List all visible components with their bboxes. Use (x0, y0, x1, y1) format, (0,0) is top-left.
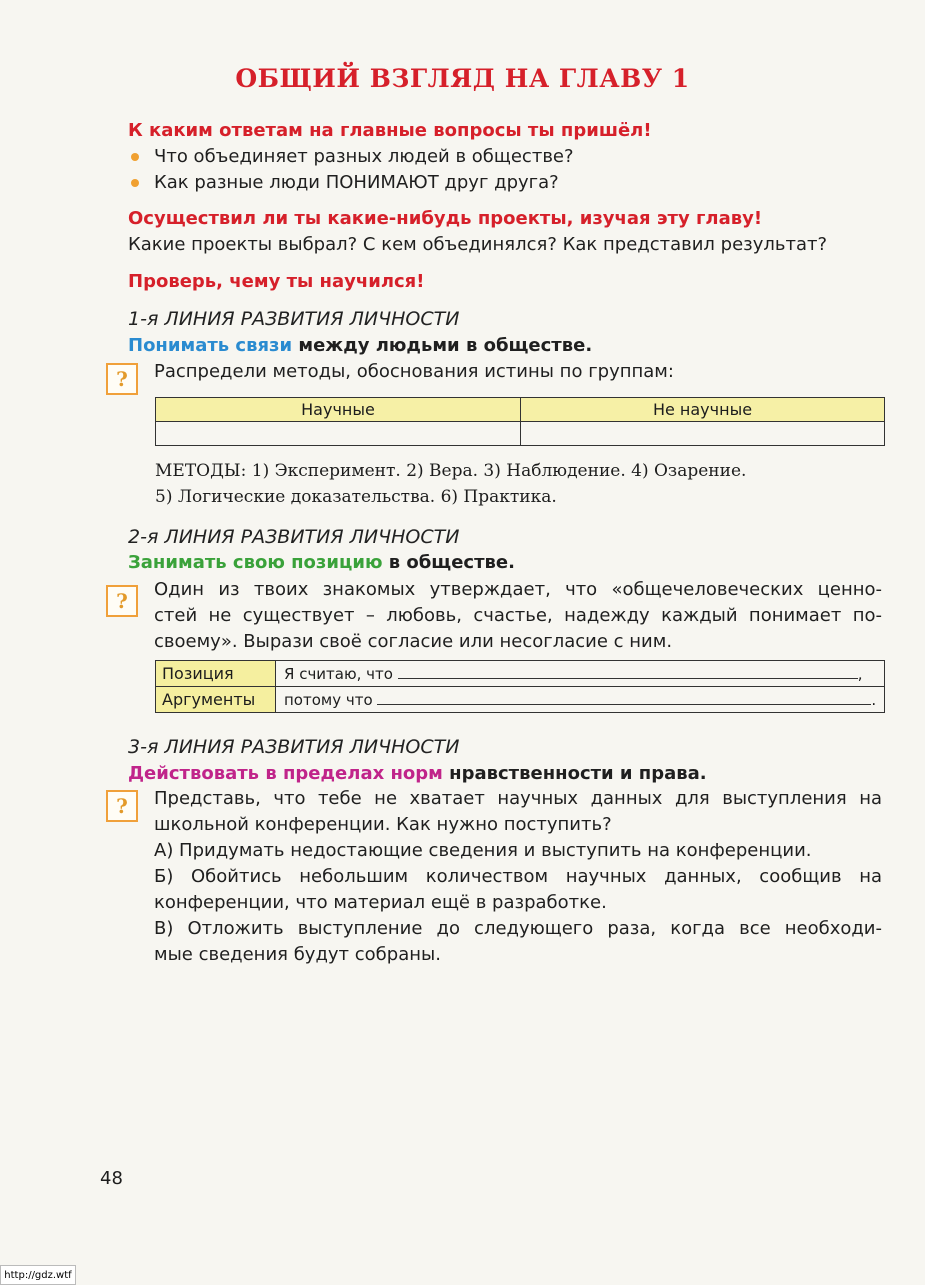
line2-task-line: Один из твоих знакомых утверждает, что «общечеловеческих ценно- (154, 579, 882, 600)
line1-skill-rest: между людьми в обществе. (292, 335, 593, 356)
option-c: В) Отложить выступление до следующего раза, когда все необходи- (154, 918, 882, 939)
option-c-cont: мые сведения будут собраны. (154, 944, 441, 965)
line3-task-line: школьной конференции. Как нужно поступить? (154, 814, 612, 835)
line1-task: Распредели методы, обоснования истины по группам: (154, 361, 674, 382)
list-item: Что объединяет разных людей в обществе? (154, 146, 574, 167)
line2-title: 2-я ЛИНИЯ РАЗВИТИЯ ЛИЧНОСТИ (128, 526, 460, 548)
methods-list-line: МЕТОДЫ: 1) Эксперимент. 2) Вера. 3) Наблюдение. 4) Озарение. (155, 461, 747, 481)
line1-title: 1-я ЛИНИЯ РАЗВИТИЯ ЛИЧНОСТИ (128, 308, 460, 330)
position-table (155, 660, 885, 713)
answers-heading: К каким ответам на главные вопросы ты пришёл! (128, 120, 652, 141)
row-label: Позиция (156, 661, 276, 687)
question-icon: ? (106, 585, 138, 617)
row-end: . (871, 691, 877, 709)
line3-skill (128, 763, 707, 784)
line3-title: 3-я ЛИНИЯ РАЗВИТИЯ ЛИЧНОСТИ (128, 736, 460, 758)
check-heading: Проверь, чему ты научился! (128, 271, 425, 292)
question-icon: ? (106, 790, 138, 822)
arguments-answer-field[interactable] (276, 687, 885, 713)
line1-skill-highlight: Понимать связи (128, 335, 293, 356)
line3-skill-rest: нравственности и права. (442, 763, 707, 784)
methods-list-line: 5) Логические доказательства. 6) Практика. (155, 487, 557, 507)
table-cell[interactable] (521, 422, 885, 446)
watermark: http://gdz.wtf (0, 1265, 76, 1285)
table-header: Не научные (521, 398, 885, 422)
line2-skill-highlight: Занимать свою позицию (128, 552, 383, 573)
line1-skill (128, 335, 592, 356)
row-label: Аргументы (156, 687, 276, 713)
row-prompt: Я считаю, что (284, 665, 393, 683)
line2-skill-rest: в обществе. (382, 552, 515, 573)
row-prompt: потому что (284, 691, 373, 709)
bullet-icon (131, 179, 139, 187)
option-b: Б) Обойтись небольшим количеством научных данных, сообщив на (154, 866, 882, 887)
question-icon: ? (106, 363, 138, 395)
page-number: 48 (100, 1168, 123, 1189)
list-item: Как разные люди ПОНИМАЮТ друг друга? (154, 172, 559, 193)
bullet-icon (131, 153, 139, 161)
methods-table (155, 397, 885, 446)
line3-task-line: Представь, что тебе не хватает научных данных для выступления на (154, 788, 882, 809)
projects-heading: Осуществил ли ты какие-нибудь проекты, изучая эту главу! (128, 208, 763, 229)
projects-text: Какие проекты выбрал? С кем объединялся? Как представил результат? (128, 234, 828, 255)
line2-task-line: стей не существует – любовь, счастье, надежду каждый понимает по- (154, 605, 882, 626)
line3-skill-highlight: Действовать в пределах норм (128, 763, 443, 784)
option-b-cont: конференции, что материал ещё в разработке. (154, 892, 607, 913)
answer-blank[interactable] (398, 664, 858, 679)
page-title: ОБЩИЙ ВЗГЛЯД НА ГЛАВУ 1 (235, 64, 690, 93)
table-header: Научные (156, 398, 521, 422)
option-a: А) Придумать недостающие сведения и выступить на конференции. (154, 840, 812, 861)
line2-task-line: своему». Вырази своё согласие или несогласие с ним. (154, 631, 673, 652)
table-cell[interactable] (156, 422, 521, 446)
answer-blank[interactable] (377, 690, 871, 705)
row-end: , (857, 665, 863, 683)
line2-skill (128, 552, 515, 573)
position-answer-field[interactable] (276, 661, 885, 687)
